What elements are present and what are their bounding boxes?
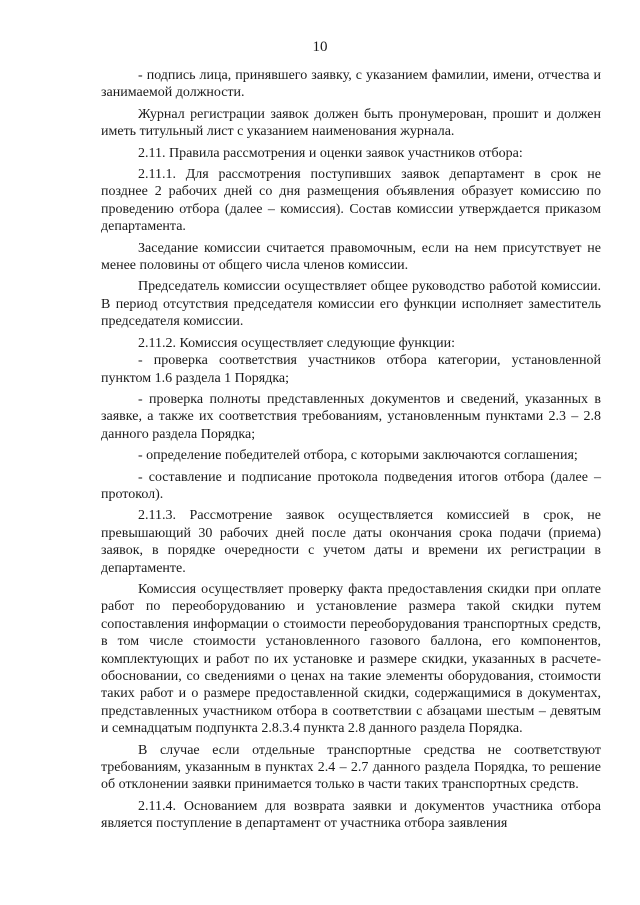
list-item-winners: - определение победителей отбора, с которыми заключаются соглашения; <box>138 448 578 464</box>
paragraph-2-11-3: 2.11.3. Рассмотрение заявок осуществляется комиссией в срок, не превышающий 30 рабочих дней после даты окончания срока подачи (приема) заявок, в порядке очередности с учетом даты и времени их регистрации в департаменте. <box>101 508 601 576</box>
list-item-category-check: - проверка соответствия участников отбора категории, установленной пунктом 1.6 раздела 1 Порядка; <box>101 353 601 386</box>
paragraph-signature-item: - подпись лица, принявшего заявку, с указанием фамилии, имени, отчества и занимаемой должности. <box>101 68 601 101</box>
list-item-protocol: - составление и подписание протокола подведения итогов отбора (далее – протокол). <box>101 469 601 502</box>
paragraph-chairman: Председатель комиссии осуществляет общее руководство работой комиссии. В период отсутствия председателя комиссии его функции исполняет заместитель председателя комиссии. <box>101 279 601 330</box>
paragraph-quorum: Заседание комиссии считается правомочным, если на нем присутствует не менее половины от общего числа членов комиссии. <box>101 240 601 274</box>
paragraph-2-11-4: 2.11.4. Основанием для возврата заявки и документов участника отбора является поступление в департамент от участника отбора заявления <box>101 798 601 832</box>
list-item-completeness-check: - проверка полноты представленных документов и сведений, указанных в заявке, а также их соответствия требованиям, установленным пунктами 2.3 – 2.8 данного раздела Порядка; <box>101 391 601 442</box>
paragraph-2-11-2: 2.11.2. Комиссия осуществляет следующие функции: <box>138 335 455 351</box>
paragraph-section-2-11: 2.11. Правила рассмотрения и оценки заявок участников отбора: <box>138 145 523 161</box>
paragraph-discount-check: Комиссия осуществляет проверку факта предоставления скидки при оплате работ по переоборудованию и установление размера такой скидки путем сопоставления информации о стоимости переоборудования транспортных средств, в том числе стоимости установленного газового баллона, его компонентов, комплектующих и работ по их установке и размере скидки, указанных в расчете-обосновании, со сведениями о ценах на такие элементы оборудования, стоимости таких работ и о размере предоставленной скидки, содержащимися в документах, представленных участником отбора в соответствии с абзацами шестым – девятым и семнадцатым подпункта 2.8.3.4 пункта 2.8 данного раздела Порядка. <box>101 581 601 737</box>
paragraph-2-11-1: 2.11.1. Для рассмотрения поступивших заявок департамент в срок не позднее 2 рабочих дней со дня размещения объявления образует комиссию по проведению отбора (далее – комиссия). Состав комиссии утверждается приказом департамента. <box>101 167 601 235</box>
page-number: 10 <box>312 39 328 55</box>
paragraph-journal: Журнал регистрации заявок должен быть пронумерован, прошит и должен иметь титульный лист с указанием наименования журнала. <box>101 106 601 140</box>
paragraph-partial-rejection: В случае если отдельные транспортные средства не соответствуют требованиям, указанным в пунктах 2.4 – 2.7 данного раздела Порядка, то решение об отклонении заявки принимается только в части таких транспортных средств. <box>101 742 601 793</box>
document-body <box>101 67 601 833</box>
